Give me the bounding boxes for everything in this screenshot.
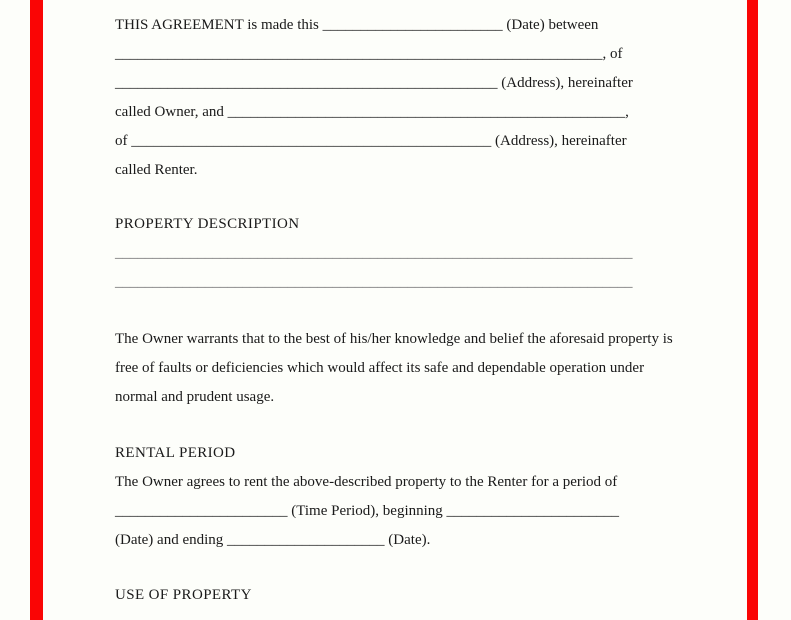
warranty-paragraph: The Owner warrants that to the best of his/her knowledge and belief the aforesaid property is free of faults or deficiencies which would affect its safe and dependable operation under normal and prudent usage. — [115, 331, 673, 405]
intro-section — [115, 11, 681, 185]
intro-line-6: called Renter. — [115, 162, 198, 178]
rental-period-section — [115, 439, 681, 555]
intro-line-1: THIS AGREEMENT is made this ________________________ (Date) between — [115, 17, 599, 33]
rental-agreement-document — [115, 11, 681, 610]
intro-line-3: ___________________________________________________ (Address), hereinafter — [115, 75, 633, 91]
rental-period-intro-line: The Owner agrees to rent the above-described property to the Renter for a period of — [115, 474, 618, 490]
property-description-heading: PROPERTY DESCRIPTION — [115, 216, 300, 232]
left-red-border-bar — [30, 0, 43, 620]
rental-period-heading: RENTAL PERIOD — [115, 445, 236, 461]
intro-line-2: _________________________________________________________________, of — [115, 46, 623, 62]
intro-line-4: called Owner, and _____________________________________________________, — [115, 104, 629, 120]
rental-period-blanks-line: _______________________ (Time Period), beginning _______________________ — [115, 503, 620, 519]
property-description-blank-line-2: _____________________________________________________________________ — [115, 274, 633, 290]
use-of-property-heading: USE OF PROPERTY — [115, 587, 252, 603]
intro-line-5: of ________________________________________________ (Address), hereinafter — [115, 133, 627, 149]
property-description-blank-line-1: _____________________________________________________________________ — [115, 245, 633, 261]
right-red-border-bar — [747, 0, 758, 620]
rental-period-dates-line: (Date) and ending _____________________ (Date). — [115, 532, 431, 548]
